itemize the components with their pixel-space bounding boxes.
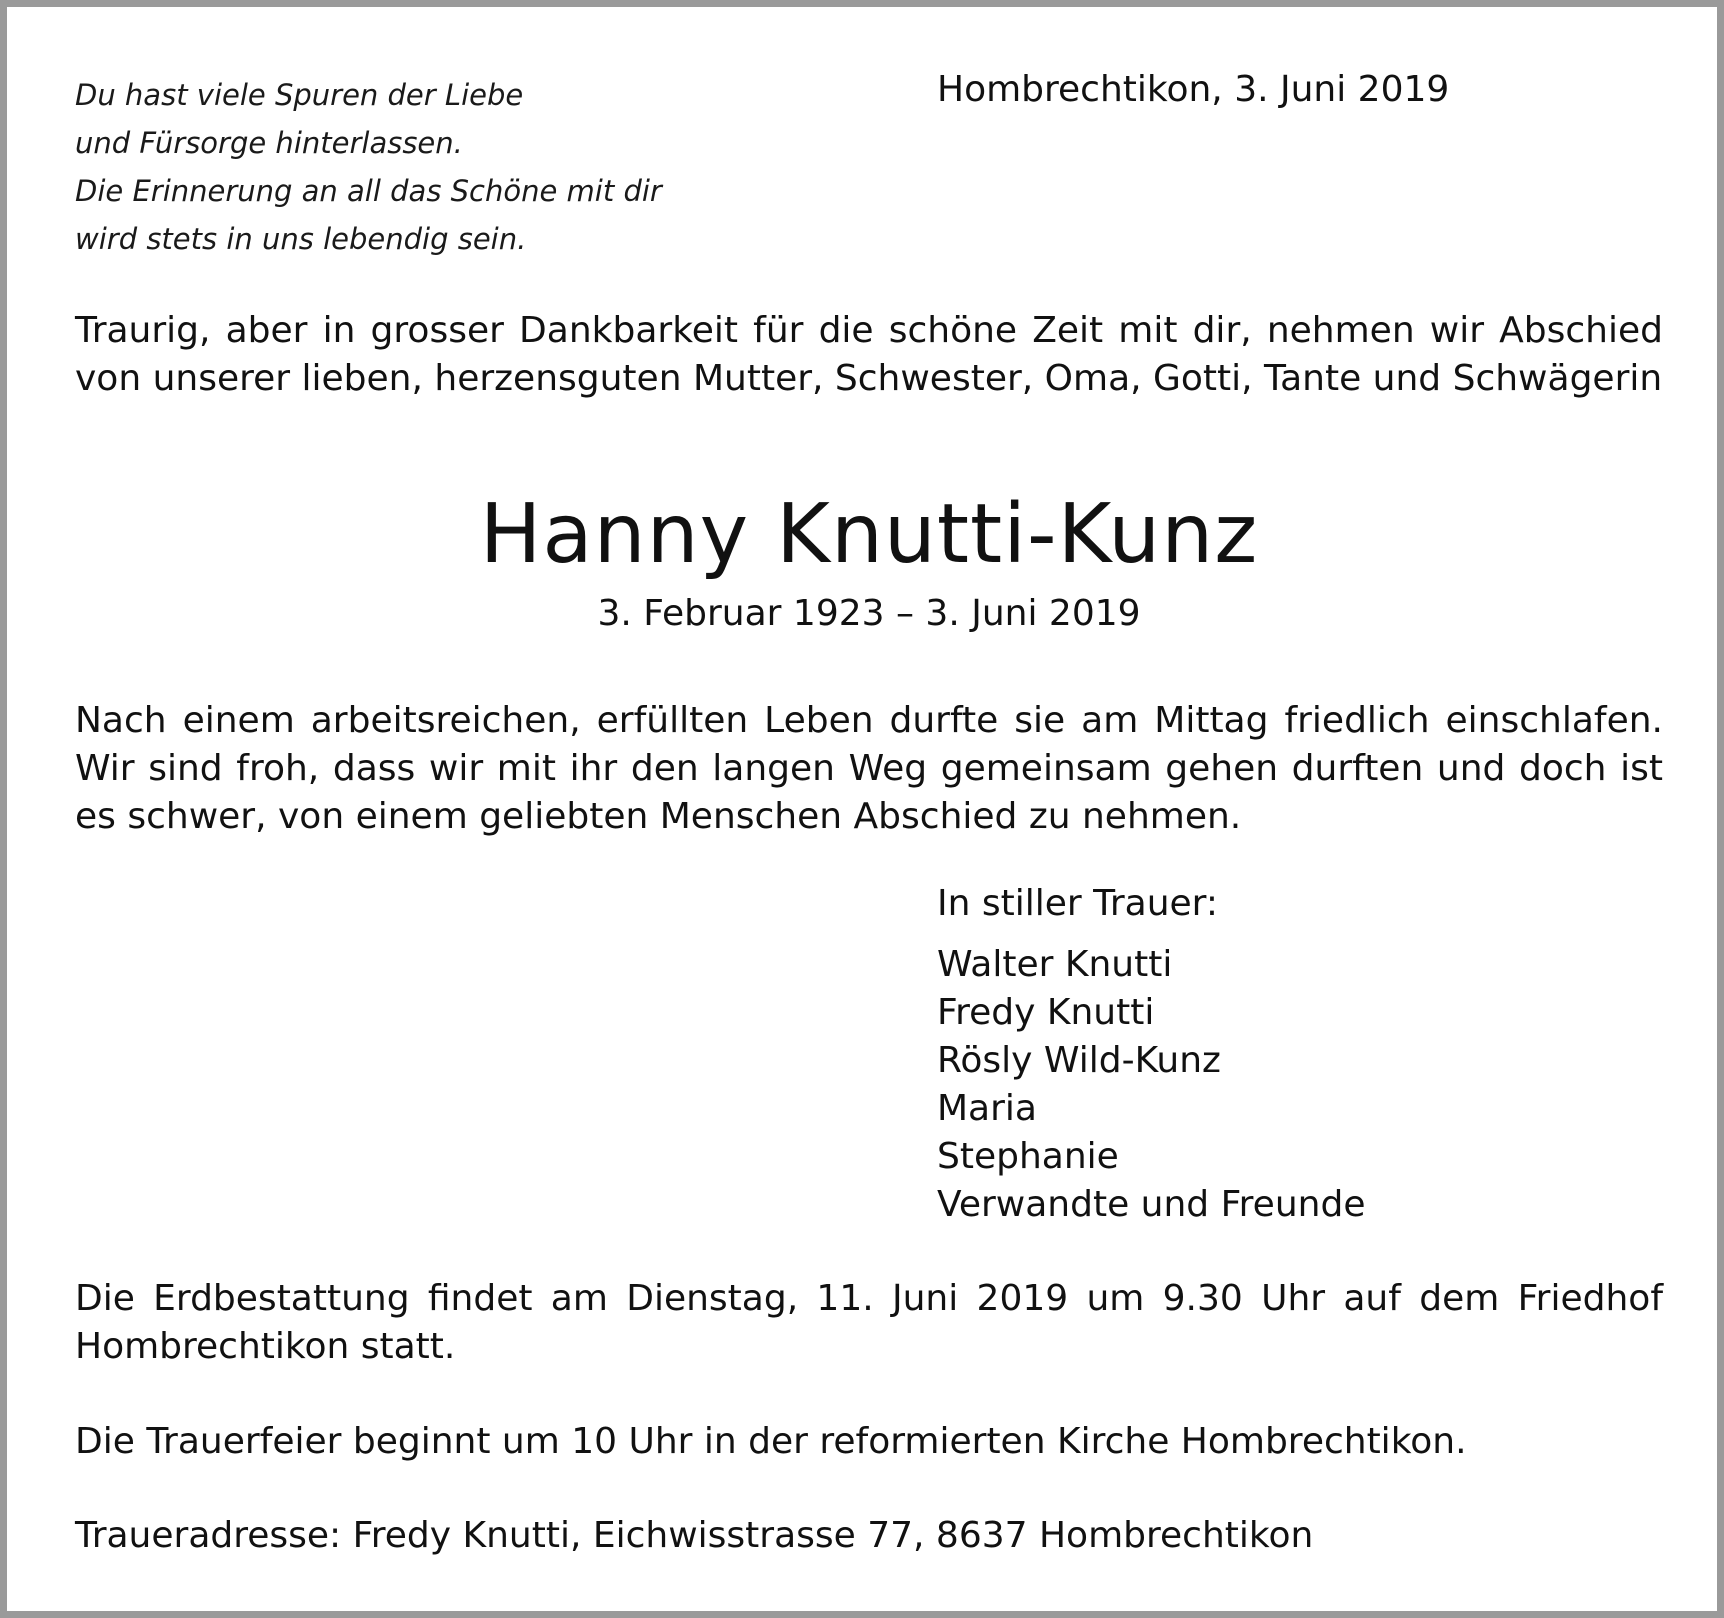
mourner-name: Stephanie: [937, 1136, 1119, 1177]
verse-line: wird stets in uns lebendig sein.: [75, 222, 527, 256]
verse-line: Die Erinnerung an all das Schöne mit dir: [75, 174, 662, 208]
deceased-name: Hanny Knutti-Kunz: [479, 487, 1259, 582]
mourner-name: Maria: [937, 1088, 1037, 1129]
farewell-paragraph: Nach einem arbeitsreichen, erfüllten Leben durfte sie am Mittag friedlich einschlafen. Wir sind froh, dass wir mit ihr den langen Weg gemeinsam gehen durften und doch ist es schwer, von einem geliebten Menschen Abschied zu nehmen.: [75, 700, 1663, 837]
memorial-verse: [75, 71, 662, 263]
life-dates: 3. Februar 1923 – 3. Juni 2019: [597, 593, 1141, 634]
intro-paragraph: Traurig, aber in grosser Dankbarkeit für die schöne Zeit mit dir, nehmen wir Abschied von unserer lieben, herzensguten Mutter, Schwester, Oma, Gotti, Tante und Schwägerin: [75, 310, 1663, 399]
mourner-name: Walter Knutti: [937, 944, 1173, 985]
mourner-name: Rösly Wild-Kunz: [937, 1040, 1221, 1081]
mourners-list: [937, 941, 1365, 1229]
verse-line: und Fürsorge hinterlassen.: [75, 126, 463, 160]
burial-info: Die Erdbestattung findet am Dienstag, 11. Juni 2019 um 9.30 Uhr auf dem Friedhof Hombrechtikon statt.: [75, 1278, 1663, 1367]
mourning-heading: In stiller Trauer:: [937, 883, 1218, 924]
verse-line: Du hast viele Spuren der Liebe: [75, 78, 524, 112]
ceremony-info: Die Trauerfeier beginnt um 10 Uhr in der reformierten Kirche Hombrechtikon.: [75, 1421, 1467, 1462]
place-and-date: Hombrechtikon, 3. Juni 2019: [937, 69, 1450, 110]
mourning-address: Traueradresse: Fredy Knutti, Eichwisstrasse 77, 8637 Hombrechtikon: [75, 1515, 1314, 1556]
mourner-name: Verwandte und Freunde: [937, 1184, 1366, 1225]
mourner-name: Fredy Knutti: [937, 992, 1155, 1033]
